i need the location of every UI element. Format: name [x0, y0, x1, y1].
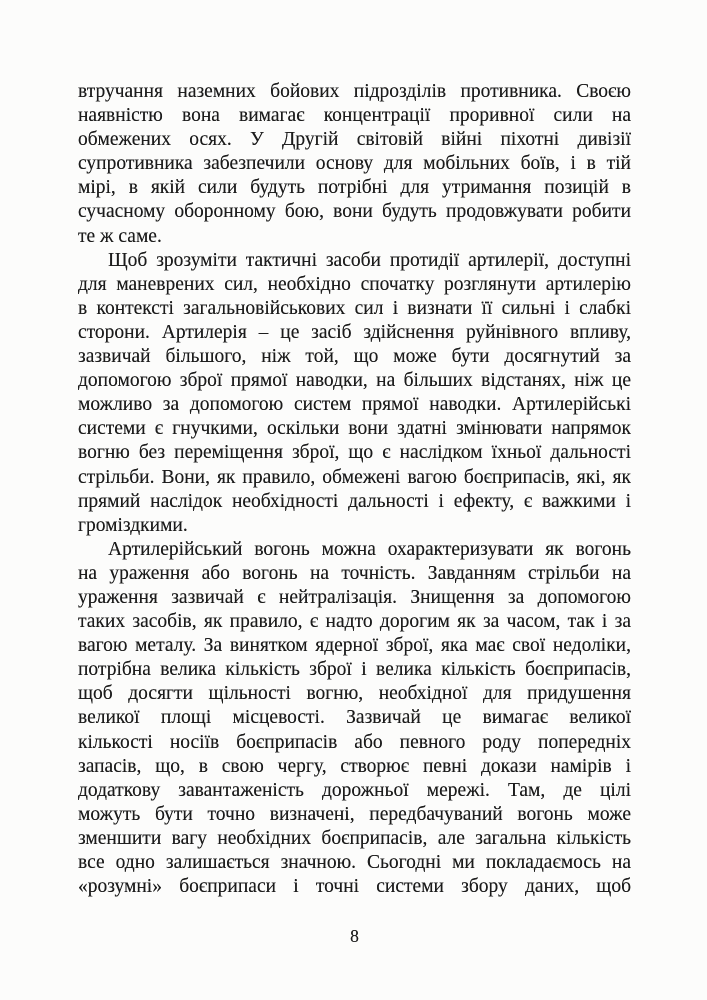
text-line: втручання наземних бойових підрозділів противника. Своєю — [78, 81, 631, 102]
text-line: таких засобів, як правило, є надто дорогим як за часом, так і за — [78, 611, 631, 633]
paragraph — [78, 249, 631, 538]
text-line: на ураження або вогонь на точність. Завданням стрільби на — [78, 562, 631, 584]
text-line: в контексті загальновійськових сил і визнати її сильні і слабкі — [78, 297, 631, 319]
text-line: прямий наслідок необхідності дальності і ефекту, є важкими і — [78, 490, 631, 512]
text-line: можуть бути точно визначені, передбачуваний вогонь може — [78, 803, 631, 825]
text-line: все одно залишається значною. Сьогодні ми покладаємось на — [78, 852, 631, 873]
page-number: 8 — [350, 926, 359, 946]
text-line: ураження зазвичай є нейтралізація. Знищення за допомогою — [78, 586, 631, 608]
text-line: сучасному оборонному бою, вони будуть продовжувати робити — [78, 201, 631, 223]
text-line: додаткову завантаженість дорожньої мережі. Там, де цілі — [78, 779, 631, 801]
text-line: допомогою зброї прямої наводки, на більших відстанях, ніж це — [78, 370, 631, 392]
text-line: супротивника забезпечили основу для мобільних боїв, і в тій — [78, 153, 631, 175]
text-line: обмежених осях. У Другій світовій війні піхотні дивізії — [78, 129, 631, 151]
text-line: сторони. Артилерія – це засіб здійснення руйнівного впливу, — [78, 321, 631, 343]
text-line: «розумні» боєприпаси і точні системи збору даних, щоб — [78, 876, 631, 898]
text-line: зменшити вагу необхідних боєприпасів, але загальна кількість — [78, 827, 631, 849]
paragraph — [78, 538, 631, 899]
text-line: системи є гнучкими, оскільки вони здатні змінювати напрямок — [78, 418, 631, 440]
text-line: Щоб зрозуміти тактичні засоби протидії артилерії, доступні — [108, 249, 631, 271]
text-line: те ж саме. — [78, 225, 162, 247]
text-line: Артилерійський вогонь можна охарактеризувати як вогонь — [108, 538, 631, 560]
page-text-block — [78, 80, 631, 899]
text-line: вогню без переміщення зброї, що є наслідком їхньої дальності — [78, 442, 631, 464]
paragraph — [78, 80, 631, 249]
text-line: щоб досягти щільності вогню, необхідної для придушення — [78, 683, 631, 705]
text-line: для маневрених сил, необхідно спочатку розглянути артилерію — [78, 273, 631, 295]
text-line: кількості носіїв боєприпасів або певного роду попередніх — [78, 731, 631, 753]
text-line: великої площі місцевості. Зазвичай це вимагає великої — [78, 707, 631, 729]
text-line: мірі, в якій сили будуть потрібні для утримання позицій в — [78, 177, 631, 199]
text-line: громіздкими. — [78, 514, 188, 536]
text-line: наявністю вона вимагає концентрації проривної сили на — [78, 105, 631, 127]
text-line: запасів, що, в свою чергу, створює певні докази намірів і — [78, 755, 631, 777]
text-line: вагою металу. За винятком ядерної зброї, яка має свої недоліки, — [78, 635, 631, 657]
text-line: можливо за допомогою систем прямої наводки. Артилерійські — [78, 394, 631, 416]
text-line: зазвичай більшого, ніж той, що може бути досягнутий за — [78, 346, 631, 368]
text-line: стрільби. Вони, як правило, обмежені вагою боєприпасів, які, як — [78, 466, 631, 488]
text-line: потрібна велика кількість зброї і велика кількість боєприпасів, — [78, 659, 631, 681]
